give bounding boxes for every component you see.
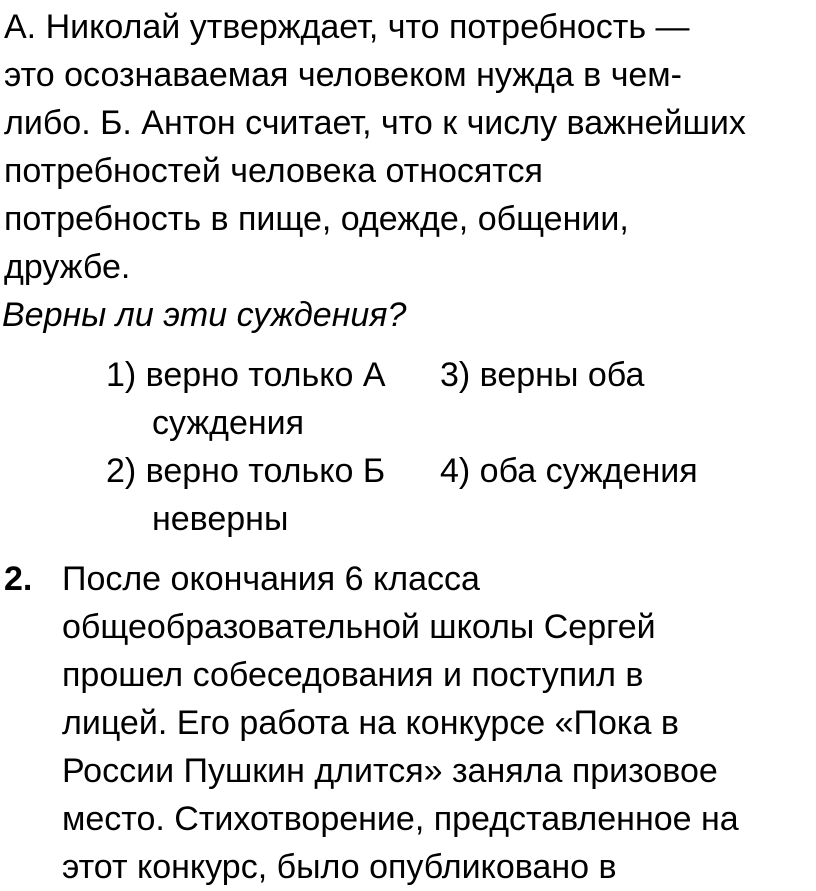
options-row-2 bbox=[106, 447, 806, 495]
task-2-text: После окончания 6 класса общеобразовательной школы Сергей прошел собеседования и поступил в лицей. Его работа на конкурсе «Пока в России Пушкин длится» заняла призовое место. Стихотворение, представленное на этот конкурс, было опубликовано в bbox=[62, 560, 739, 886]
option-2: 2) верно только Б bbox=[106, 452, 386, 490]
option-3-continuation: суждения bbox=[152, 404, 305, 442]
answer-options bbox=[106, 351, 806, 543]
option-3: 3) верны оба bbox=[440, 356, 645, 394]
option-4: 4) оба суждения bbox=[440, 452, 698, 490]
question-text: Верны ли эти суждения? bbox=[2, 296, 407, 334]
statement-paragraph: А. Николай утверждает, что потребность — это осознаваемая человеком нужда в чем- либо. Б. Антон считает, что к числу важнейших потребностей человека относятся потребность в пище, одежде, общении, дружбе. bbox=[4, 8, 746, 286]
option-4-continuation: неверны bbox=[152, 500, 289, 538]
options-row-1 bbox=[106, 351, 806, 399]
task-2-number: 2. bbox=[4, 560, 33, 598]
option-1: 1) верно только А bbox=[106, 356, 386, 394]
